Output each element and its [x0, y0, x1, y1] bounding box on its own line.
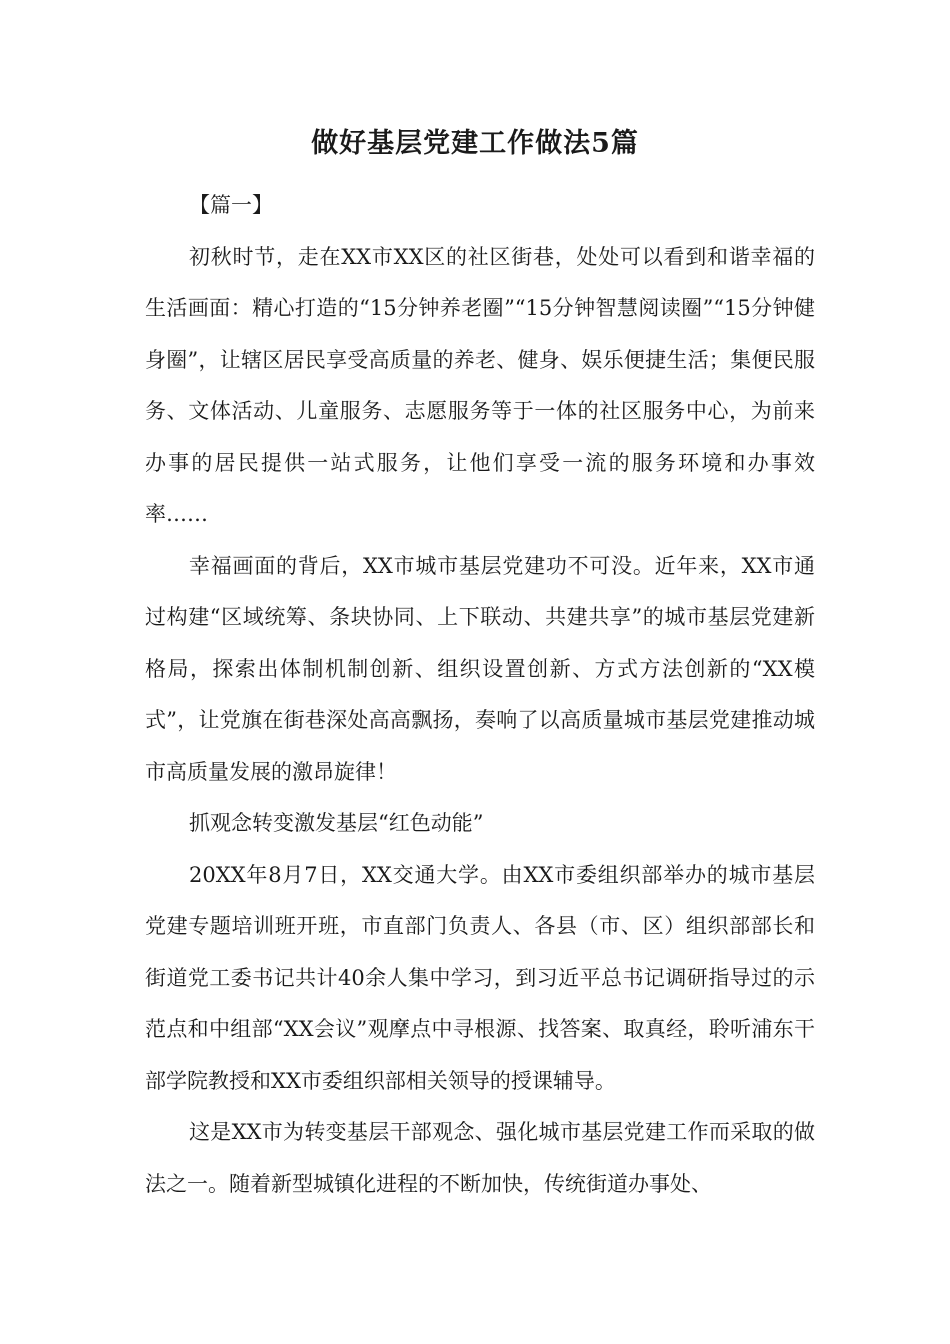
document-body [145, 180, 815, 1210]
section-heading: 【篇一】 [189, 193, 273, 217]
document-title: 做好基层党建工作做法5篇 [311, 128, 639, 159]
paragraph-3: 20XX年8月7日，XX交通大学。由XX市委组织部举办的城市基层党建专题培训班开班，市直部门负责人、各县（市、区）组织部部长和街道党工委书记共计40余人集中学习，到习近平总书记调研指导过的示范点和中组部“XX会议”观摩点中寻根源、找答案、取真经，聆听浦东干部学院教授和XX市委组织部相关领导的授课辅导。 [145, 862, 815, 1093]
paragraph-2: 幸福画面的背后，XX市城市基层党建功不可没。近年来，XX市通过构建“区域统筹、条块协同、上下联动、共建共享”的城市基层党建新格局，探索出体制机制创新、组织设置创新、方式方法创新的“XX模式”，让党旗在街巷深处高高飘扬，奏响了以高质量城市基层党建推动城市高质量发展的激昂旋律！ [145, 553, 815, 784]
subheading: 抓观念转变激发基层“红色动能” [189, 811, 484, 835]
paragraph-4: 这是XX市为转变基层干部观念、强化城市基层党建工作而采取的做法之一。随着新型城镇化进程的不断加快，传统街道办事处、 [145, 1120, 815, 1196]
paragraph-1: 初秋时节，走在XX市XX区的社区街巷，处处可以看到和谐幸福的生活画面：精心打造的“15分钟养老圈”“15分钟智慧阅读圈”“15分钟健身圈”，让辖区居民享受高质量的养老、健身、娱乐便捷生活；集便民服务、文体活动、儿童服务、志愿服务等于一体的社区服务中心，为前来办事的居民提供一站式服务，让他们享受一流的服务环境和办事效率…… [145, 244, 815, 526]
